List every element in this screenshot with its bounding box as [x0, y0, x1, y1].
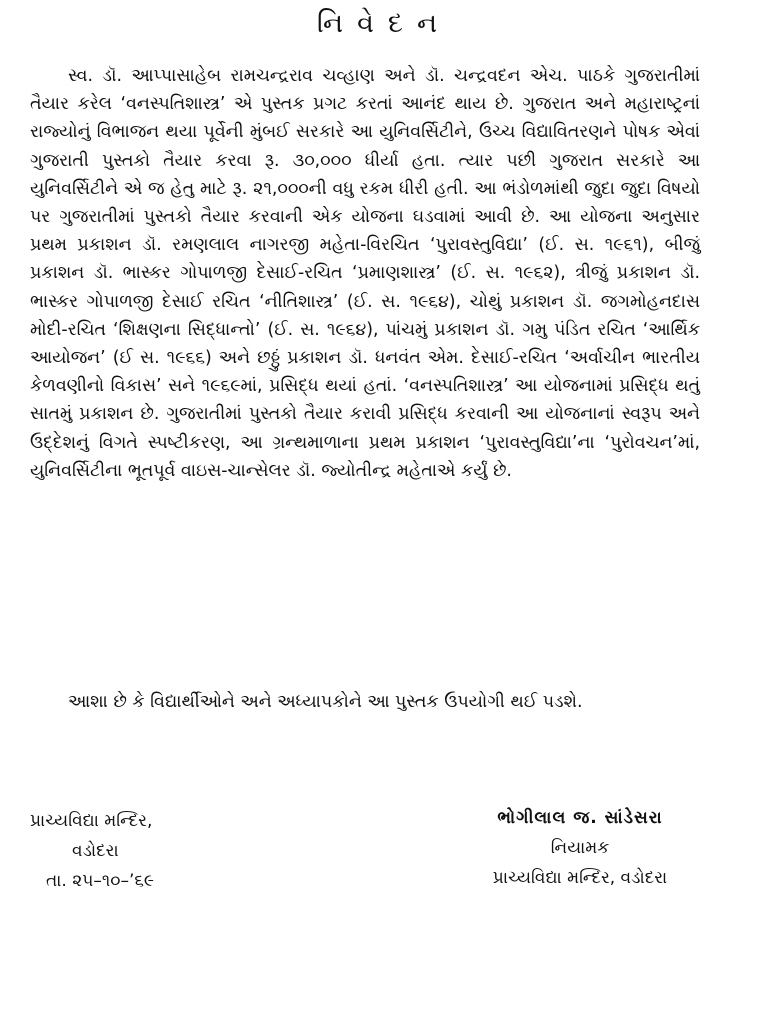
paragraph-main-text: સ્વ. ડૉ. આપ્પાસાહેબ રામચન્દ્રરાવ ચવ્હાણ અને ડૉ. ચન્દ્રવદન એચ. પાઠકે ગુજરાતીમાં તૈયાર કરેલ ‘વનસ્પતિશાસ્ત્ર’ એ પુસ્તક પ્રગટ કરતાં આનંદ થાય છે. ગુજરાત અને મહારાષ્ટ્રનાં રાજ્યોનું વિભાજન થયા પૂર્વેની મુંબઈ સરકારે આ યુનિવર્સિટીને, ઉચ્ચ વિદ્યાવિતરણને પોષક એવાં ગુજરાતી પુસ્તકો તૈયાર કરવા રૂ. ૩૦,૦૦૦ ધીર્યા હતા. ત્યાર પછી ગુજરાત સરકારે આ યુનિવર્સિટીને એ જ હેતુ માટે રૂ. ૨૧,૦૦૦ની વધુ રકમ ધીરી હતી. આ ભંડોળમાંથી જુદા જુદા વિષયો પર ગુજરાતીમાં પુસ્તકો તૈયાર કરવાની એક યોજના ઘડવામાં આવી છે. આ યોજના અનુસાર પ્રથમ પ્રકાશન ડૉ. રમણલાલ નાગરજી મહેતા-વિરચિત ‘પુરાવસ્તુવિદ્યા’ (ઈ. સ. ૧૯૬૧), બીજું પ્રકાશન ડૉ. ભાસ્કર ગોપાળજી દેસાઈ-રચિત ‘પ્રમાણશાસ્ત્ર’ (ઈ. સ. ૧૯૬૨), ત્રીજું પ્રકાશન ડૉ. ભાસ્કર ગોપાળજી દેસાઈ રચિત ‘નીતિશાસ્ત્ર’ (ઈ. સ. ૧૯૬૪), ચોથું પ્રકાશન ડૉ. જગમોહનદાસ મોદી-રચિત ‘શિક્ષણના સિદ્ધાન્તો’ (ઈ. સ. ૧૯૬૪), પાંચમું પ્રકાશન ડૉ. ગમુ પંડિત રચિત ‘આર્થિક આયોજન’ (ઈ સ. ૧૯૬૬) અને છઠ્ઠું પ્રકાશન ડૉ. ધનવંત એમ. દેસાઈ-રચિત ‘અર્વાચીન ભારતીય કેળવણીનો વિકાસ’ સને ૧૯૬૯માં, પ્રસિદ્ધ થયાં હતાં. ‘વનસ્પતિશાસ્ત્ર’ આ યોજનામાં પ્રસિદ્ધ થતું સાતમું પ્રકાશન છે. ગુજરાતીમાં પુસ્તકો તૈયાર કરાવી પ્રસિદ્ધ કરવાની આ યોજનાનાં સ્વરૂપ અને ઉદ્દેશનું વિગતે સ્પષ્ટીકરણ, આ ગ્રન્થમાળાના પ્રથમ પ્રકાશન ‘પુરાવસ્તુવિદ્યા’ના ‘પુરોવચન’માં, યુનિવર્સિટીના ભૂતપૂર્વ વાઇસ-ચાન્સેલર ડૉ. જ્યોતીન્દ્ર મહેતાએ કર્યું છે. — [30, 66, 700, 481]
signature-place-date — [30, 806, 290, 896]
signatory-institution: પ્રાચ્યવિદ્યા મન્દિર, વડોદરા — [492, 868, 668, 888]
paragraph-closing — [30, 688, 700, 716]
page-title: નિવેદન — [316, 8, 452, 39]
paragraph-closing-text: આશા છે કે વિદ્યાર્થીઓને અને અધ્યાપકોને આ પુસ્તક ઉપયોગી થઈ પડશે. — [68, 692, 583, 712]
signature-block — [430, 803, 730, 893]
signatory-designation: નિયામક — [550, 838, 610, 858]
signatory-name: ભોગીલાલ જ. સાંડેસરા — [497, 808, 663, 828]
date-line: તા. ૨૫–૧૦–’૬૯ — [46, 871, 154, 891]
paragraph-main — [30, 62, 700, 485]
institution-place: પ્રાચ્યવિદ્યા મન્દિર, — [30, 811, 153, 831]
city-name: વડોદરા — [72, 841, 119, 861]
